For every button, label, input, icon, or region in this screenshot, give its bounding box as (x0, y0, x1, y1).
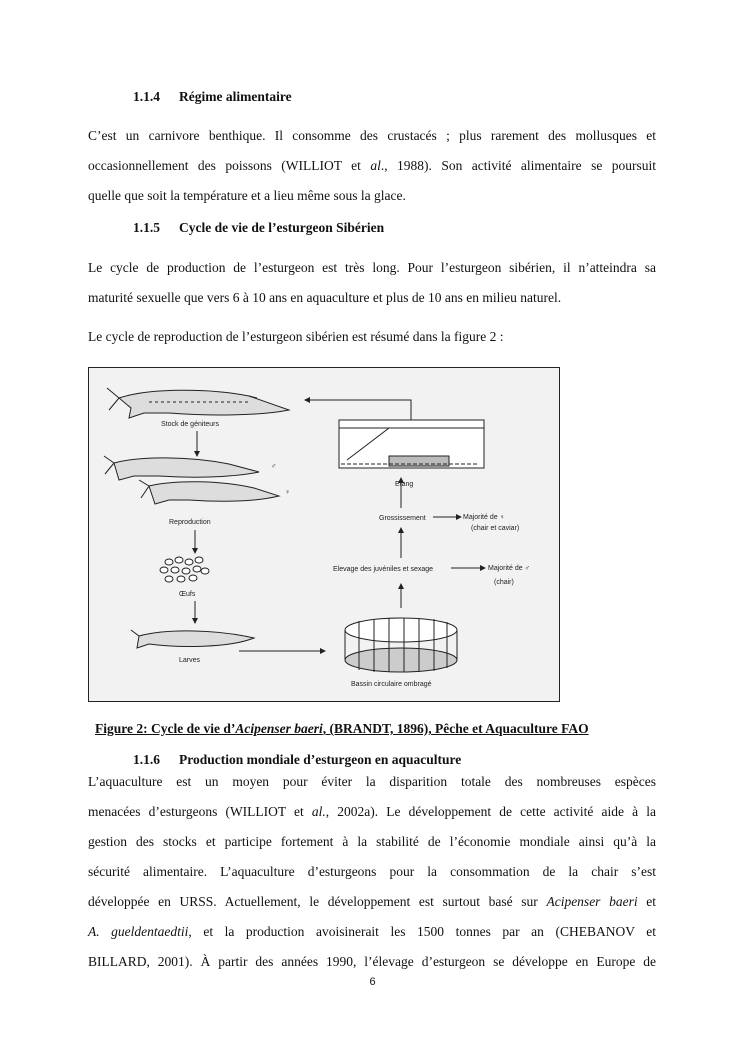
text-run: développée en URSS. Actuellement, le développement est surtout basé sur (88, 894, 547, 909)
breeding-fish-icon (104, 456, 279, 504)
label-male-majority: Majorité de ♂ (488, 565, 530, 572)
text-line: C’est un carnivore benthique. Il consomme des crustacés ; plus rarement des mollusques et (88, 128, 656, 143)
label-basin: Bassin circulaire ombragé (351, 681, 432, 688)
text-run: menacées d’esturgeons (WILLIOT et (88, 804, 312, 819)
section-number: 1.1.5 (133, 220, 160, 235)
text-line: Le cycle de production de l’esturgeon est très long. Pour l’esturgeon sibérien, il n’atteindra sa (88, 260, 656, 275)
text-line: quelle que soit la température et a lieu même sous la glace. (88, 188, 406, 203)
label-pond: Etang (395, 481, 414, 488)
female-symbol: ♀ (285, 489, 291, 496)
section-heading-1-1-6 (133, 752, 461, 768)
paragraph-cycle (88, 253, 656, 313)
text-line (88, 917, 656, 947)
label-female-products: (chair et caviar) (471, 525, 520, 532)
paragraph-production (88, 767, 656, 977)
male-symbol: ♂ (271, 463, 277, 470)
larva-icon (131, 630, 254, 648)
section-title: Cycle de vie de l’esturgeon Sibérien (179, 220, 385, 235)
pond-icon (339, 420, 484, 468)
section-title: Régime alimentaire (179, 89, 292, 104)
section-number: 1.1.6 (133, 752, 160, 767)
text-italic: al (370, 158, 381, 173)
circular-basin-icon (345, 618, 457, 672)
label-growout: Grossissement (379, 515, 426, 522)
caption-text: Figure 2: Cycle de vie d’ (95, 721, 236, 736)
paragraph-figure-ref (88, 322, 656, 352)
life-cycle-diagram (89, 368, 559, 701)
caption-text: , (BRANDT, 1896), Pêche et Aquaculture FAO (322, 721, 589, 736)
text-line: maturité sexuelle que vers 6 à 10 ans en aquaculture et plus de 10 ans en milieu naturel. (88, 290, 562, 305)
eggs-icon (160, 557, 209, 582)
text-line: BILLARD, 2001). À partir des années 1990, l’élevage d’esturgeon se développe en Europe de (88, 954, 656, 969)
text-line: gestion des stocks et participe fortement à la stabilité de l’économie mondiale ainsi qu’à la (88, 834, 656, 849)
text-run: ., 1988). Son activité alimentaire se poursuit (380, 158, 656, 173)
text-line: sécurité alimentaire. L’aquaculture d’esturgeons pour la consommation de la chair s’est (88, 864, 656, 879)
text-run: , et la production avoisinerait les 1500 tonnes par an (CHEBANOV et (188, 924, 656, 939)
page-number: 6 (369, 976, 376, 988)
text-line (88, 797, 656, 827)
text-italic: A. gueldentaedtii (88, 924, 189, 939)
section-title: Production mondiale d’esturgeon en aquaculture (179, 752, 462, 767)
label-female-majority: Majorité de ♀ (463, 514, 505, 521)
paragraph-diet (88, 121, 656, 211)
arrow-return (305, 400, 411, 420)
label-reproduction: Reproduction (169, 519, 211, 526)
text-italic: al. (311, 804, 326, 819)
broodstock-fish-icon (107, 388, 289, 418)
label-larvae: Larves (179, 657, 201, 664)
label-juveniles: Elevage des juvéniles et sexage (333, 566, 434, 573)
text-line (88, 151, 656, 181)
text-run: occasionnellement des poissons (WILLIOT et (88, 158, 371, 173)
text-line: Le cycle de reproduction de l’esturgeon sibérien est résumé dans la figure 2 : (88, 329, 504, 344)
label-eggs: Œufs (179, 591, 196, 598)
text-run: , 2002a). Le développement de cette activité aide à la (325, 804, 656, 819)
text-italic: Acipenser baeri (546, 894, 638, 909)
label-male-products: (chair) (494, 579, 514, 586)
text-run: et (637, 894, 656, 909)
section-number: 1.1.4 (133, 89, 160, 104)
label-stock: Stock de géniteurs (161, 421, 219, 428)
figure-caption (95, 721, 589, 737)
section-heading-1-1-4 (133, 89, 292, 105)
section-heading-1-1-5 (133, 220, 384, 236)
text-line: L’aquaculture est un moyen pour éviter la disparition totale des nombreuses espèces (88, 774, 656, 789)
caption-species: Acipenser baeri (235, 721, 323, 736)
life-cycle-figure (88, 367, 560, 702)
text-line (88, 887, 656, 917)
